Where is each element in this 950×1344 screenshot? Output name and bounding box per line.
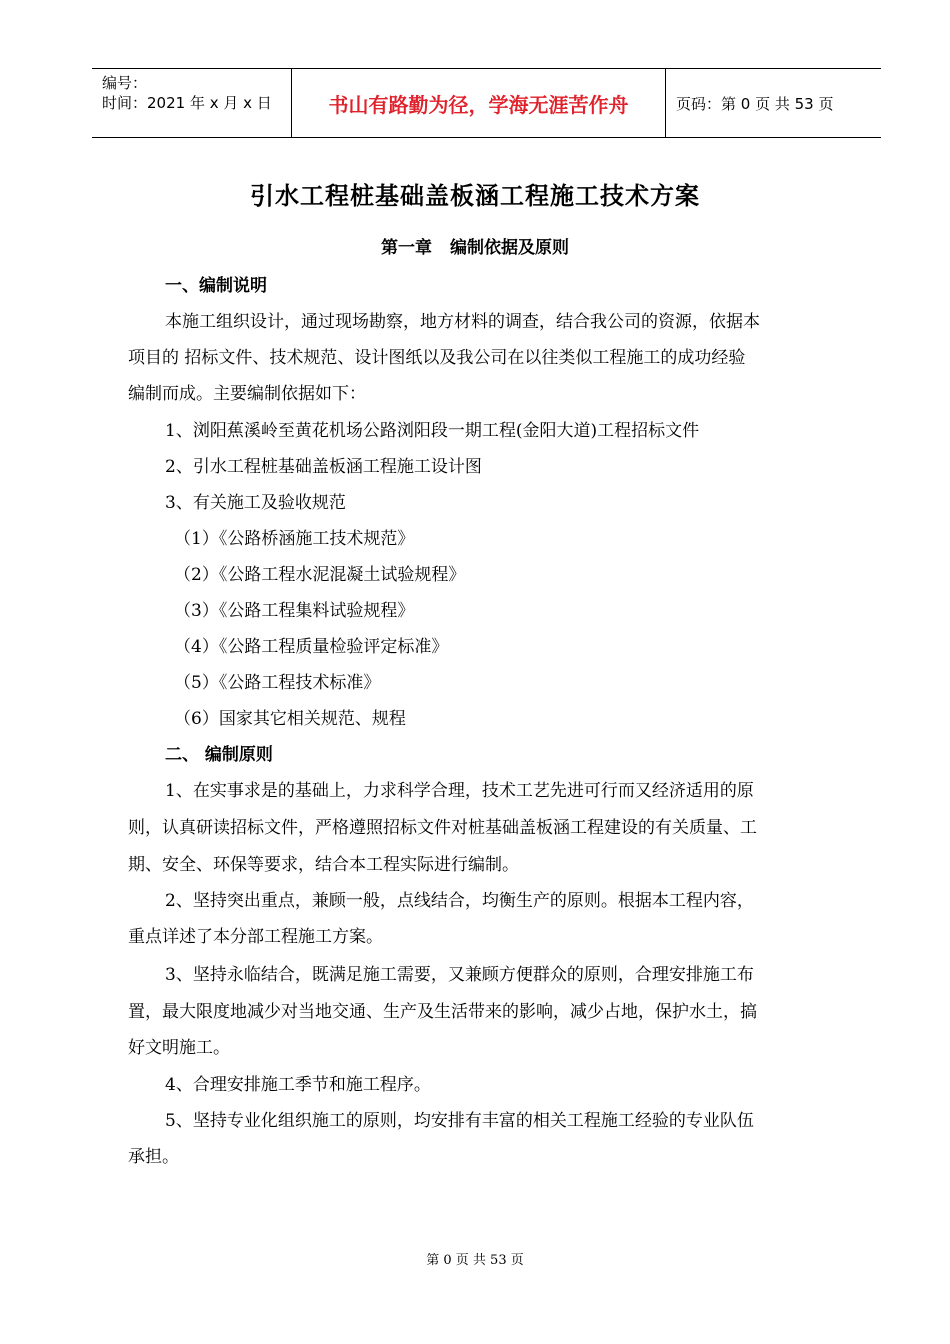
list-item: 1、浏阳蕉溪岭至黄花机场公路浏阳段一期工程(金阳大道)工程招标文件	[165, 421, 700, 441]
sub-list-item: （1）《公路桥涵施工技术规范》	[174, 529, 415, 549]
header-motto: 书山有路勤为径，学海无涯苦作舟	[292, 69, 666, 137]
sub-list-item: （5）《公路工程技术标准》	[174, 673, 381, 693]
page-header	[92, 68, 881, 138]
section-heading: 二、 编制原则	[165, 745, 273, 765]
list-item: 3、有关施工及验收规范	[165, 493, 346, 513]
sub-list-item: （4）《公路工程质量检验评定标准》	[174, 637, 449, 657]
paragraph-line: 好文明施工。	[128, 1038, 230, 1058]
paragraph-line: 4、合理安排施工季节和施工程序。	[165, 1075, 431, 1095]
section-heading: 一、编制说明	[165, 276, 267, 296]
sub-list-item: （3）《公路工程集料试验规程》	[174, 601, 415, 621]
paragraph-line: 置，最大限度地减少对当地交通、生产及生活带来的影响，减少占地，保护水土，搞	[128, 1002, 757, 1022]
paragraph-line: 5、坚持专业化组织施工的原则，均安排有丰富的相关工程施工经验的专业队伍	[165, 1111, 754, 1131]
header-left-cell	[92, 69, 292, 137]
page-footer: 第 0 页 共 53 页	[426, 1253, 524, 1268]
paragraph-line: 承担。	[128, 1147, 179, 1167]
list-item: 2、引水工程桩基础盖板涵工程施工设计图	[165, 457, 482, 477]
number-label: 编号：	[102, 74, 148, 92]
header-page-info: 页码：第 0 页 共 53 页	[676, 94, 834, 113]
paragraph-line: 则，认真研读招标文件，严格遵照招标文件对桩基础盖板涵工程建设的有关质量、工	[128, 818, 757, 838]
paragraph-line: 本施工组织设计，通过现场勘察，地方材料的调查，结合我公司的资源，依据本	[165, 312, 760, 332]
chapter-heading	[0, 233, 950, 258]
chapter-name: 编制依据及原则	[450, 238, 569, 258]
paragraph-line: 编制而成。主要编制依据如下：	[128, 384, 366, 404]
paragraph-line: 2、坚持突出重点，兼顾一般，点线结合，均衡生产的原则。根据本工程内容，	[165, 891, 754, 911]
chapter-number: 第一章	[381, 238, 432, 258]
paragraph-line: 3、坚持永临结合，既满足施工需要，又兼顾方便群众的原则，合理安排施工布	[165, 965, 754, 985]
sub-list-item: （6）国家其它相关规范、规程	[174, 709, 406, 729]
sub-list-item: （2）《公路工程水泥混凝土试验规程》	[174, 565, 466, 585]
document-title: 引水工程桩基础盖板涵工程施工技术方案	[250, 182, 700, 210]
paragraph-line: 项目的 招标文件、技术规范、设计图纸以及我公司在以往类似工程施工的成功经验	[128, 348, 746, 368]
paragraph-line: 1、在实事求是的基础上，力求科学合理，技术工艺先进可行而又经济适用的原	[165, 781, 754, 801]
time-label: 时间：2021 年 x 月 x 日	[102, 94, 272, 112]
paragraph-line: 期、安全、环保等要求，结合本工程实际进行编制。	[128, 855, 519, 875]
paragraph-line: 重点详述了本分部工程施工方案。	[128, 927, 383, 947]
